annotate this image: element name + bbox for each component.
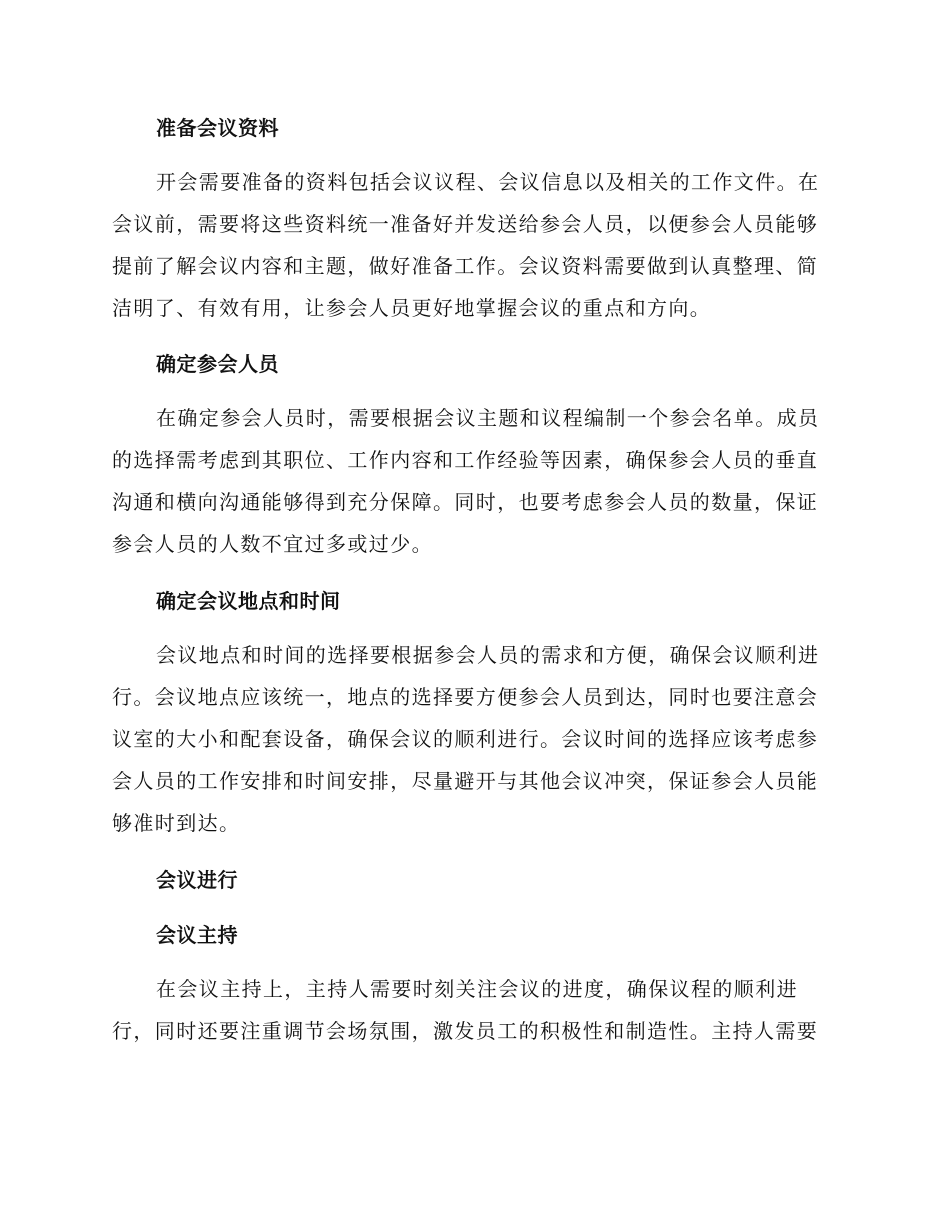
section-heading-location-time: 确定会议地点和时间	[156, 589, 341, 613]
section-body-location-time: 会议地点和时间的选择要根据参会人员的需求和方便，确保会议顺利进行。会议地点应该统一，地点的选择要方便参会人员到达，同时也要注意会议室的大小和配套设备，确保会议的顺利进行。会议时间的选择应该考虑参会人员的工作安排和时间安排，尽量避开与其他会议冲突，保证参会人员能够准时到达。	[112, 643, 820, 835]
section-heading-attendees: 确定参会人员	[156, 352, 279, 376]
section-heading-prepare-materials: 准备会议资料	[156, 116, 279, 140]
section-body-prepare-materials: 开会需要准备的资料包括会议议程、会议信息以及相关的工作文件。在会议前，需要将这些资料统一准备好并发送给参会人员，以便参会人员能够提前了解会议内容和主题，做好准备工作。会议资料需要做到认真整理、简洁明了、有效有用，让参会人员更好地掌握会议的重点和方向。	[112, 170, 820, 320]
section-heading-hosting: 会议主持	[156, 923, 238, 947]
section-body-hosting: 在会议主持上，主持人需要时刻关注会议的进度，确保议程的顺利进行，同时还要注重调节会场氛围，激发员工的积极性和制造性。主持人需要	[112, 977, 819, 1043]
section-body-attendees: 在确定参会人员时，需要根据会议主题和议程编制一个参会名单。成员的选择需考虑到其职位、工作内容和工作经验等因素，确保参会人员的垂直沟通和横向沟通能够得到充分保障。同时，也要考虑参会人员的数量，保证参会人员的人数不宜过多或过少。	[112, 406, 820, 556]
section-heading-meeting-progress: 会议进行	[156, 868, 238, 892]
